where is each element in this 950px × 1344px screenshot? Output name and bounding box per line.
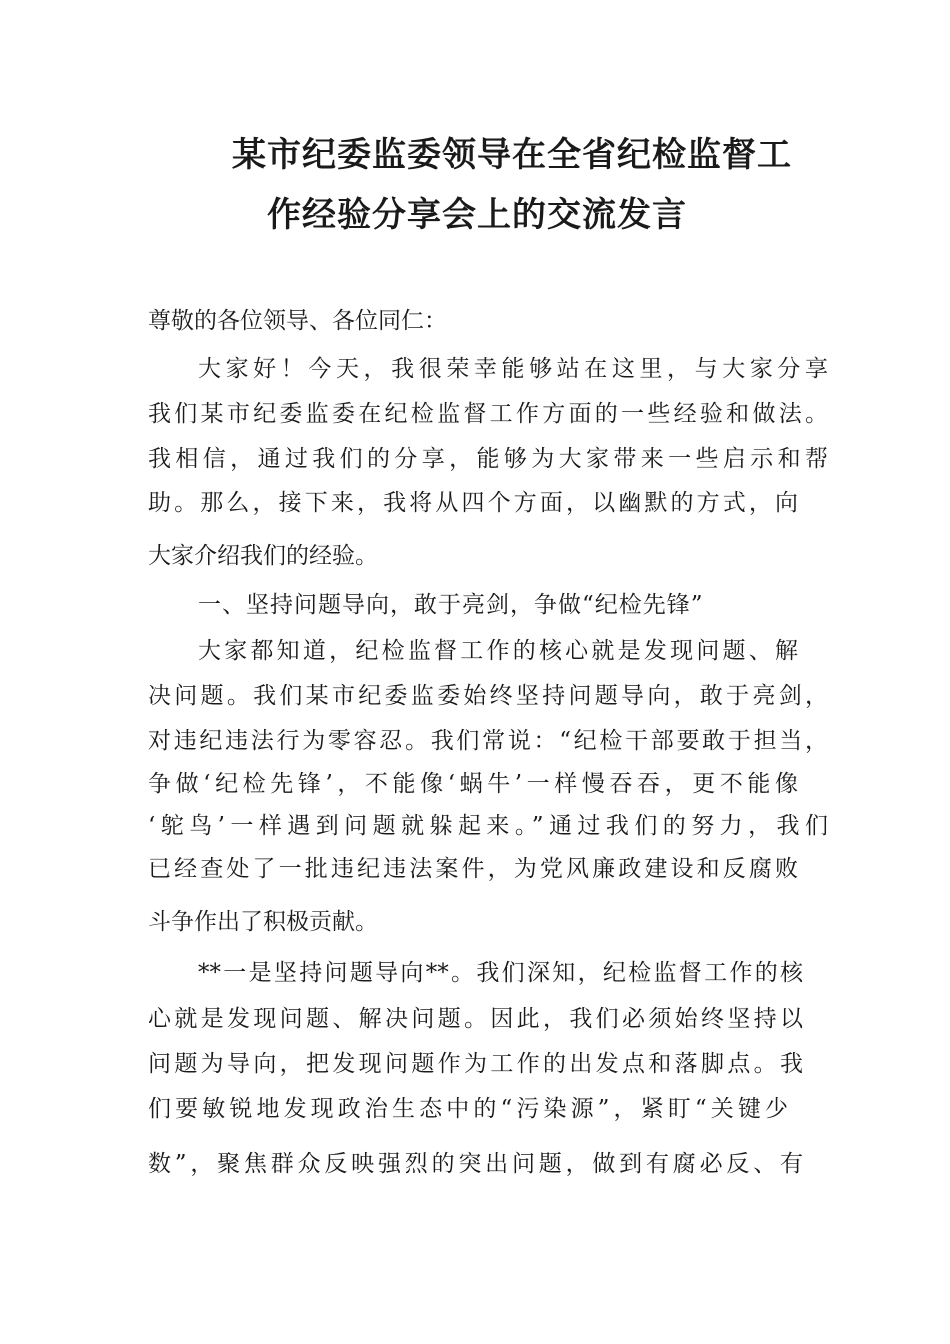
body-line: **一是坚持问题导向**。我们深知，纪检监督工作的核: [198, 960, 803, 986]
body-line: 们要敏锐地发现政治生态中的“污染源”，紧盯“关键少: [148, 1096, 788, 1122]
body-line: ‘鸵鸟’一样遇到问题就躲起来。”通过我们的努力，我们: [148, 813, 828, 839]
title-line-2: 作经验分享会上的交流发言: [267, 195, 687, 235]
body-line: 已经查处了一批违纪违法案件，为党风廉政建设和反腐败: [148, 856, 798, 882]
body-line: 心就是发现问题、解决问题。因此，我们必须始终坚持以: [148, 1006, 803, 1032]
body-line: 斗争作出了积极贡献。: [148, 909, 378, 935]
body-line: 决问题。我们某市纪委监委始终坚持问题导向，敢于亮剑，: [148, 683, 828, 709]
body-line: 争做‘纪检先锋’，不能像‘蜗牛’一样慢吞吞，更不能像: [148, 771, 798, 797]
body-line: 对违纪违法行为零容忍。我们常说：“纪检干部要敢于担当，: [148, 728, 828, 754]
body-line: 数”，聚焦群众反映强烈的突出问题，做到有腐必反、有: [148, 1151, 803, 1177]
body-line: 大家都知道，纪检监督工作的核心就是发现问题、解: [198, 638, 798, 664]
title-line-1: 某市纪委监委领导在全省纪检监督工: [232, 135, 792, 175]
section-heading: 一、坚持问题导向，敢于亮剑，争做“纪检先锋”: [198, 592, 704, 618]
body-line: 大家好！今天，我很荣幸能够站在这里，与大家分享: [198, 356, 828, 382]
salutation: 尊敬的各位领导、各位同仁：: [148, 308, 447, 334]
body-line: 我们某市纪委监委在纪检监督工作方面的一些经验和做法。: [148, 401, 828, 427]
body-line: 助。那么，接下来，我将从四个方面，以幽默的方式，向: [148, 490, 798, 516]
body-line: 我相信，通过我们的分享，能够为大家带来一些启示和帮: [148, 446, 828, 472]
body-line: 问题为导向，把发现问题作为工作的出发点和落脚点。我: [148, 1051, 803, 1077]
body-line: 大家介绍我们的经验。: [148, 543, 378, 569]
